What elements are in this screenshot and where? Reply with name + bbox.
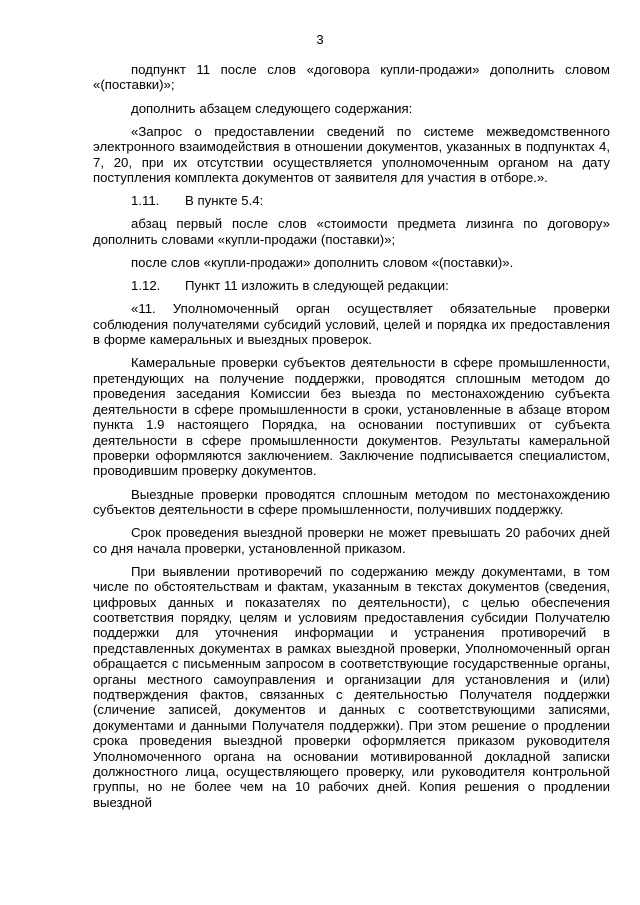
page-number: 3 xyxy=(316,32,324,47)
paragraph-add-abzac: дополнить абзацем следующего содержания: xyxy=(131,100,413,116)
clause-number: 1.11. xyxy=(131,193,160,209)
clause-text: Пункт 11 изложить в следующей редакции: xyxy=(185,278,449,294)
clause-text: В пункте 5.4: xyxy=(185,193,264,209)
clause-1-11 xyxy=(93,193,610,208)
document-body xyxy=(93,62,610,810)
paragraph-leasing-cost: абзац первый после слов «стоимости предмета лизинга по договору» дополнить словами «купли-продажи (поставки)»; xyxy=(93,216,610,247)
paragraph-after-words: после слов «купли-продажи» дополнить словом «(поставки)». xyxy=(131,255,514,271)
paragraph-field-audits: Выездные проверки проводятся сплошным методом по местонахождению субъектов деятельности в сфере промышленности, получивших поддержку. xyxy=(93,486,610,517)
paragraph-item-11: «11. Уполномоченный орган осуществляет обязательные проверки соблюдения получателями субсидий условий, целей и порядка их предоставления в форме камеральных и выездных проверок. xyxy=(93,301,610,348)
paragraph-request-info: «Запрос о предоставлении сведений по системе межведомственного электронного взаимодействия в отношении документов, указанных в подпунктах 4, 7, 20, при их отсутствии осуществляется уполномоченным органом на дату поступления комплекта документов от заявителя для участия в отборе.». xyxy=(93,123,610,186)
clause-number: 1.12. xyxy=(131,278,161,294)
paragraph-subclause-11: подпункт 11 после слов «договора купли-продажи» дополнить словом «(поставки)»; xyxy=(93,62,610,93)
paragraph-desk-audits: Камеральные проверки субъектов деятельности в сфере промышленности, претендующих на получение поддержки, проводятся сплошным методом до проведения заседания Комиссии без выезда по местонахождению субъекта деятельности в сфере промышленности в сроки, установленные в абзаце втором пункта 1.9 настоящего Порядка, на основании поступивших от субъекта деятельности в сфере промышленности документов. Результаты камеральной проверки оформляются заключением. Заключение подписывается специалистом, проводившим проверку документов. xyxy=(93,355,610,479)
clause-1-12 xyxy=(93,278,610,293)
paragraph-contradictions: При выявлении противоречий по содержанию между документами, в том числе по обстоятельствам и фактам, указанным в текстах документов (сведения, цифровых данных и показателях по деятельности), с целью обеспечения соответствия порядку, целям и условиям предоставления субсидии Получателю поддержки для уточнения информации и устранения противоречий в представленных документах в рамках выездной проверки, Уполномоченный орган обращается с письменным запросом в соответствующие государственные органы, органы местного самоуправления и организации для установления и (или) подтверждения фактов, связанных с деятельностью Получателя поддержки (сличение записей, документов и данных с соответствующими записями, документами и данными Получателя поддержки). При этом решение о продлении срока проведения выездной проверки оформляется приказом руководителя Уполномоченного органа на основании мотивированной докладной записки должностного лица, осуществляющего проверку, или руководителя контрольной группы, но не более чем на 10 рабочих дней. Копия решения о продлении выездной xyxy=(93,563,610,810)
paragraph-audit-term: Срок проведения выездной проверки не может превышать 20 рабочих дней со дня начала проверки, установленной приказом. xyxy=(93,525,610,556)
